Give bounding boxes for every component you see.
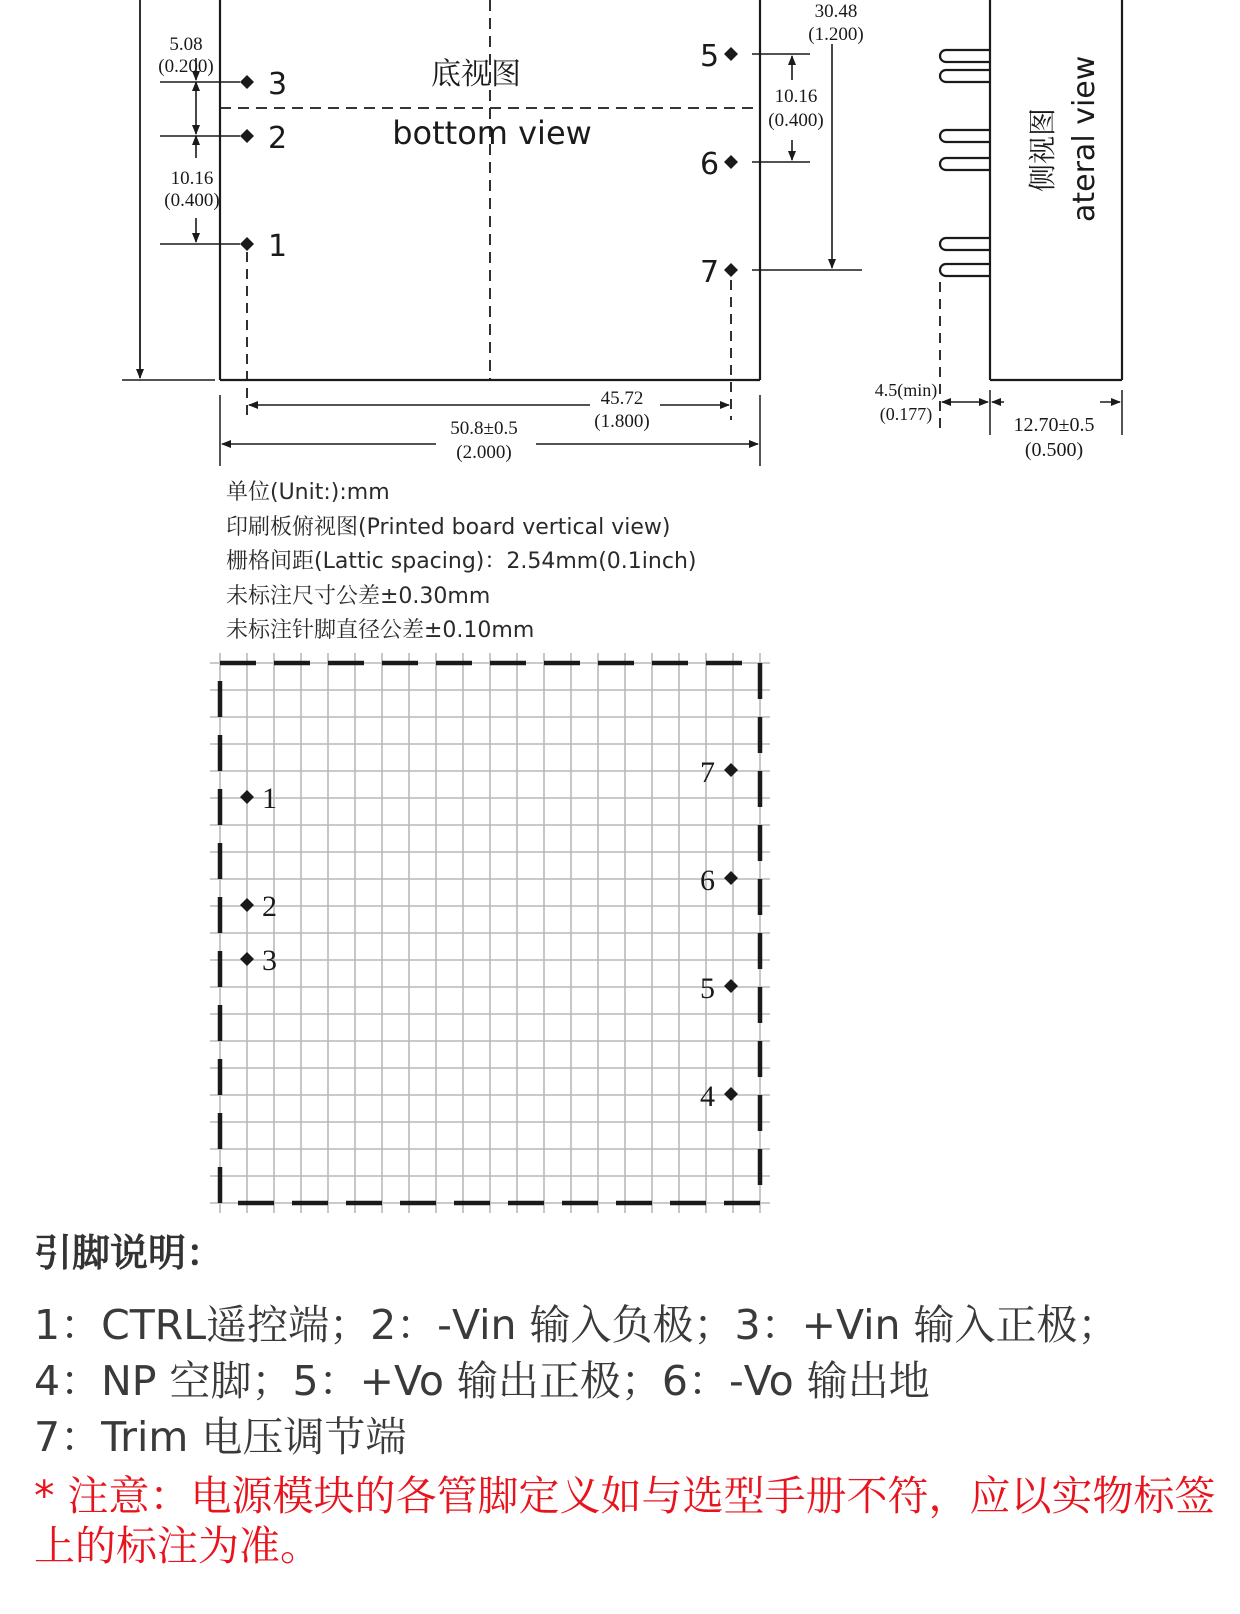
dim-pin-span-in: (1.800) xyxy=(594,411,650,432)
bottom-view-title-cn: 底视图 xyxy=(431,57,521,92)
dim-pin-length-mm: 4.5(min) xyxy=(874,380,938,400)
dim-pitch-left-mm: 10.16 xyxy=(170,168,214,189)
side-view-title-cn: 侧视图 xyxy=(1026,107,1059,192)
pin-description-line-3: 7：Trim 电压调节端 xyxy=(34,1413,407,1461)
pin-definition-warning: * 注意：电源模块的各管脚定义如与选型手册不符，应以实物标签上的标注为准。 xyxy=(34,1472,1216,1570)
dim-pitch-right-in: (0.400) xyxy=(768,110,824,131)
pin-1-marker xyxy=(240,237,254,251)
pcb-pin-3-marker xyxy=(240,952,254,966)
dim-pitch-right-mm: 10.16 xyxy=(774,86,818,107)
pcb-pin-label-4: 4 xyxy=(700,1080,715,1113)
dim-thickness-in: (0.500) xyxy=(1024,439,1084,461)
drawing-notes xyxy=(226,476,696,649)
pin-description-title: 引脚说明： xyxy=(34,1231,225,1275)
pin-7-marker xyxy=(724,263,738,277)
pin-label-3: 3 xyxy=(268,67,288,102)
dim-pitch-top-in: (0.200) xyxy=(158,56,214,77)
pin-label-1: 1 xyxy=(268,229,288,264)
dim-height-right-in: (1.200) xyxy=(808,24,864,45)
note-unit: 单位(Unit:):mm xyxy=(226,480,390,505)
dim-width-in: (2.000) xyxy=(456,442,512,463)
pin-label-6: 6 xyxy=(700,147,720,182)
pin-5-marker xyxy=(724,47,738,61)
dim-width-mm: 50.8±0.5 xyxy=(450,418,518,439)
pcb-pin-1-marker xyxy=(240,790,254,804)
dim-height-right-mm: 30.48 xyxy=(814,1,858,22)
pcb-pin-label-1: 1 xyxy=(262,782,277,815)
pin-label-5: 5 xyxy=(700,39,720,74)
pcb-pin-label-5: 5 xyxy=(700,972,715,1005)
pcb-pin-4-marker xyxy=(724,1087,738,1101)
pcb-pins xyxy=(240,763,738,1101)
pin-label-2: 2 xyxy=(268,121,288,156)
pin-description xyxy=(34,1222,1224,1571)
dim-thickness-mm: 12.70±0.5 xyxy=(1013,414,1095,436)
note-printed-board: 印刷板俯视图(Printed board vertical view) xyxy=(226,514,671,540)
dim-pin-length-in: (0.177) xyxy=(879,404,933,424)
pin-description-line-1: 1：CTRL遥控端；2：-Vin 输入负极；3：+Vin 输入正极； xyxy=(34,1301,1119,1349)
pin-label-7: 7 xyxy=(700,255,720,290)
pin-2-marker xyxy=(240,129,254,143)
pin-6-marker xyxy=(724,155,738,169)
dim-pitch-left-in: (0.400) xyxy=(164,190,220,211)
dim-pin-span-mm: 45.72 xyxy=(600,388,644,409)
pin-description-line-2: 4：NP 空脚；5：+Vo 输出正极；6：-Vo 输出地 xyxy=(34,1357,930,1405)
bottom-view-title-en: bottom view xyxy=(392,114,592,152)
pcb-pin-label-6: 6 xyxy=(700,864,715,897)
pcb-pin-label-3: 3 xyxy=(262,944,277,977)
pcb-pin-label-2: 2 xyxy=(262,890,277,923)
note-lattice-spacing: 栅格间距(Lattic spacing)：2.54mm(0.1inch) xyxy=(226,549,697,574)
pin-3-marker xyxy=(240,75,254,89)
side-view-title-en: ateral view xyxy=(1067,55,1102,222)
note-pin-diameter-tolerance: 未标注针脚直径公差±0.10mm xyxy=(226,618,535,643)
pcb-pin-7-marker xyxy=(724,763,738,777)
pcb-pin-5-marker xyxy=(724,979,738,993)
pcb-pin-label-7: 7 xyxy=(700,756,715,789)
dim-pitch-top-mm: 5.08 xyxy=(169,34,203,55)
pcb-pin-2-marker xyxy=(240,898,254,912)
pcb-grid xyxy=(210,653,770,1213)
pcb-pin-6-marker xyxy=(724,871,738,885)
note-dimension-tolerance: 未标注尺寸公差±0.30mm xyxy=(226,583,491,609)
